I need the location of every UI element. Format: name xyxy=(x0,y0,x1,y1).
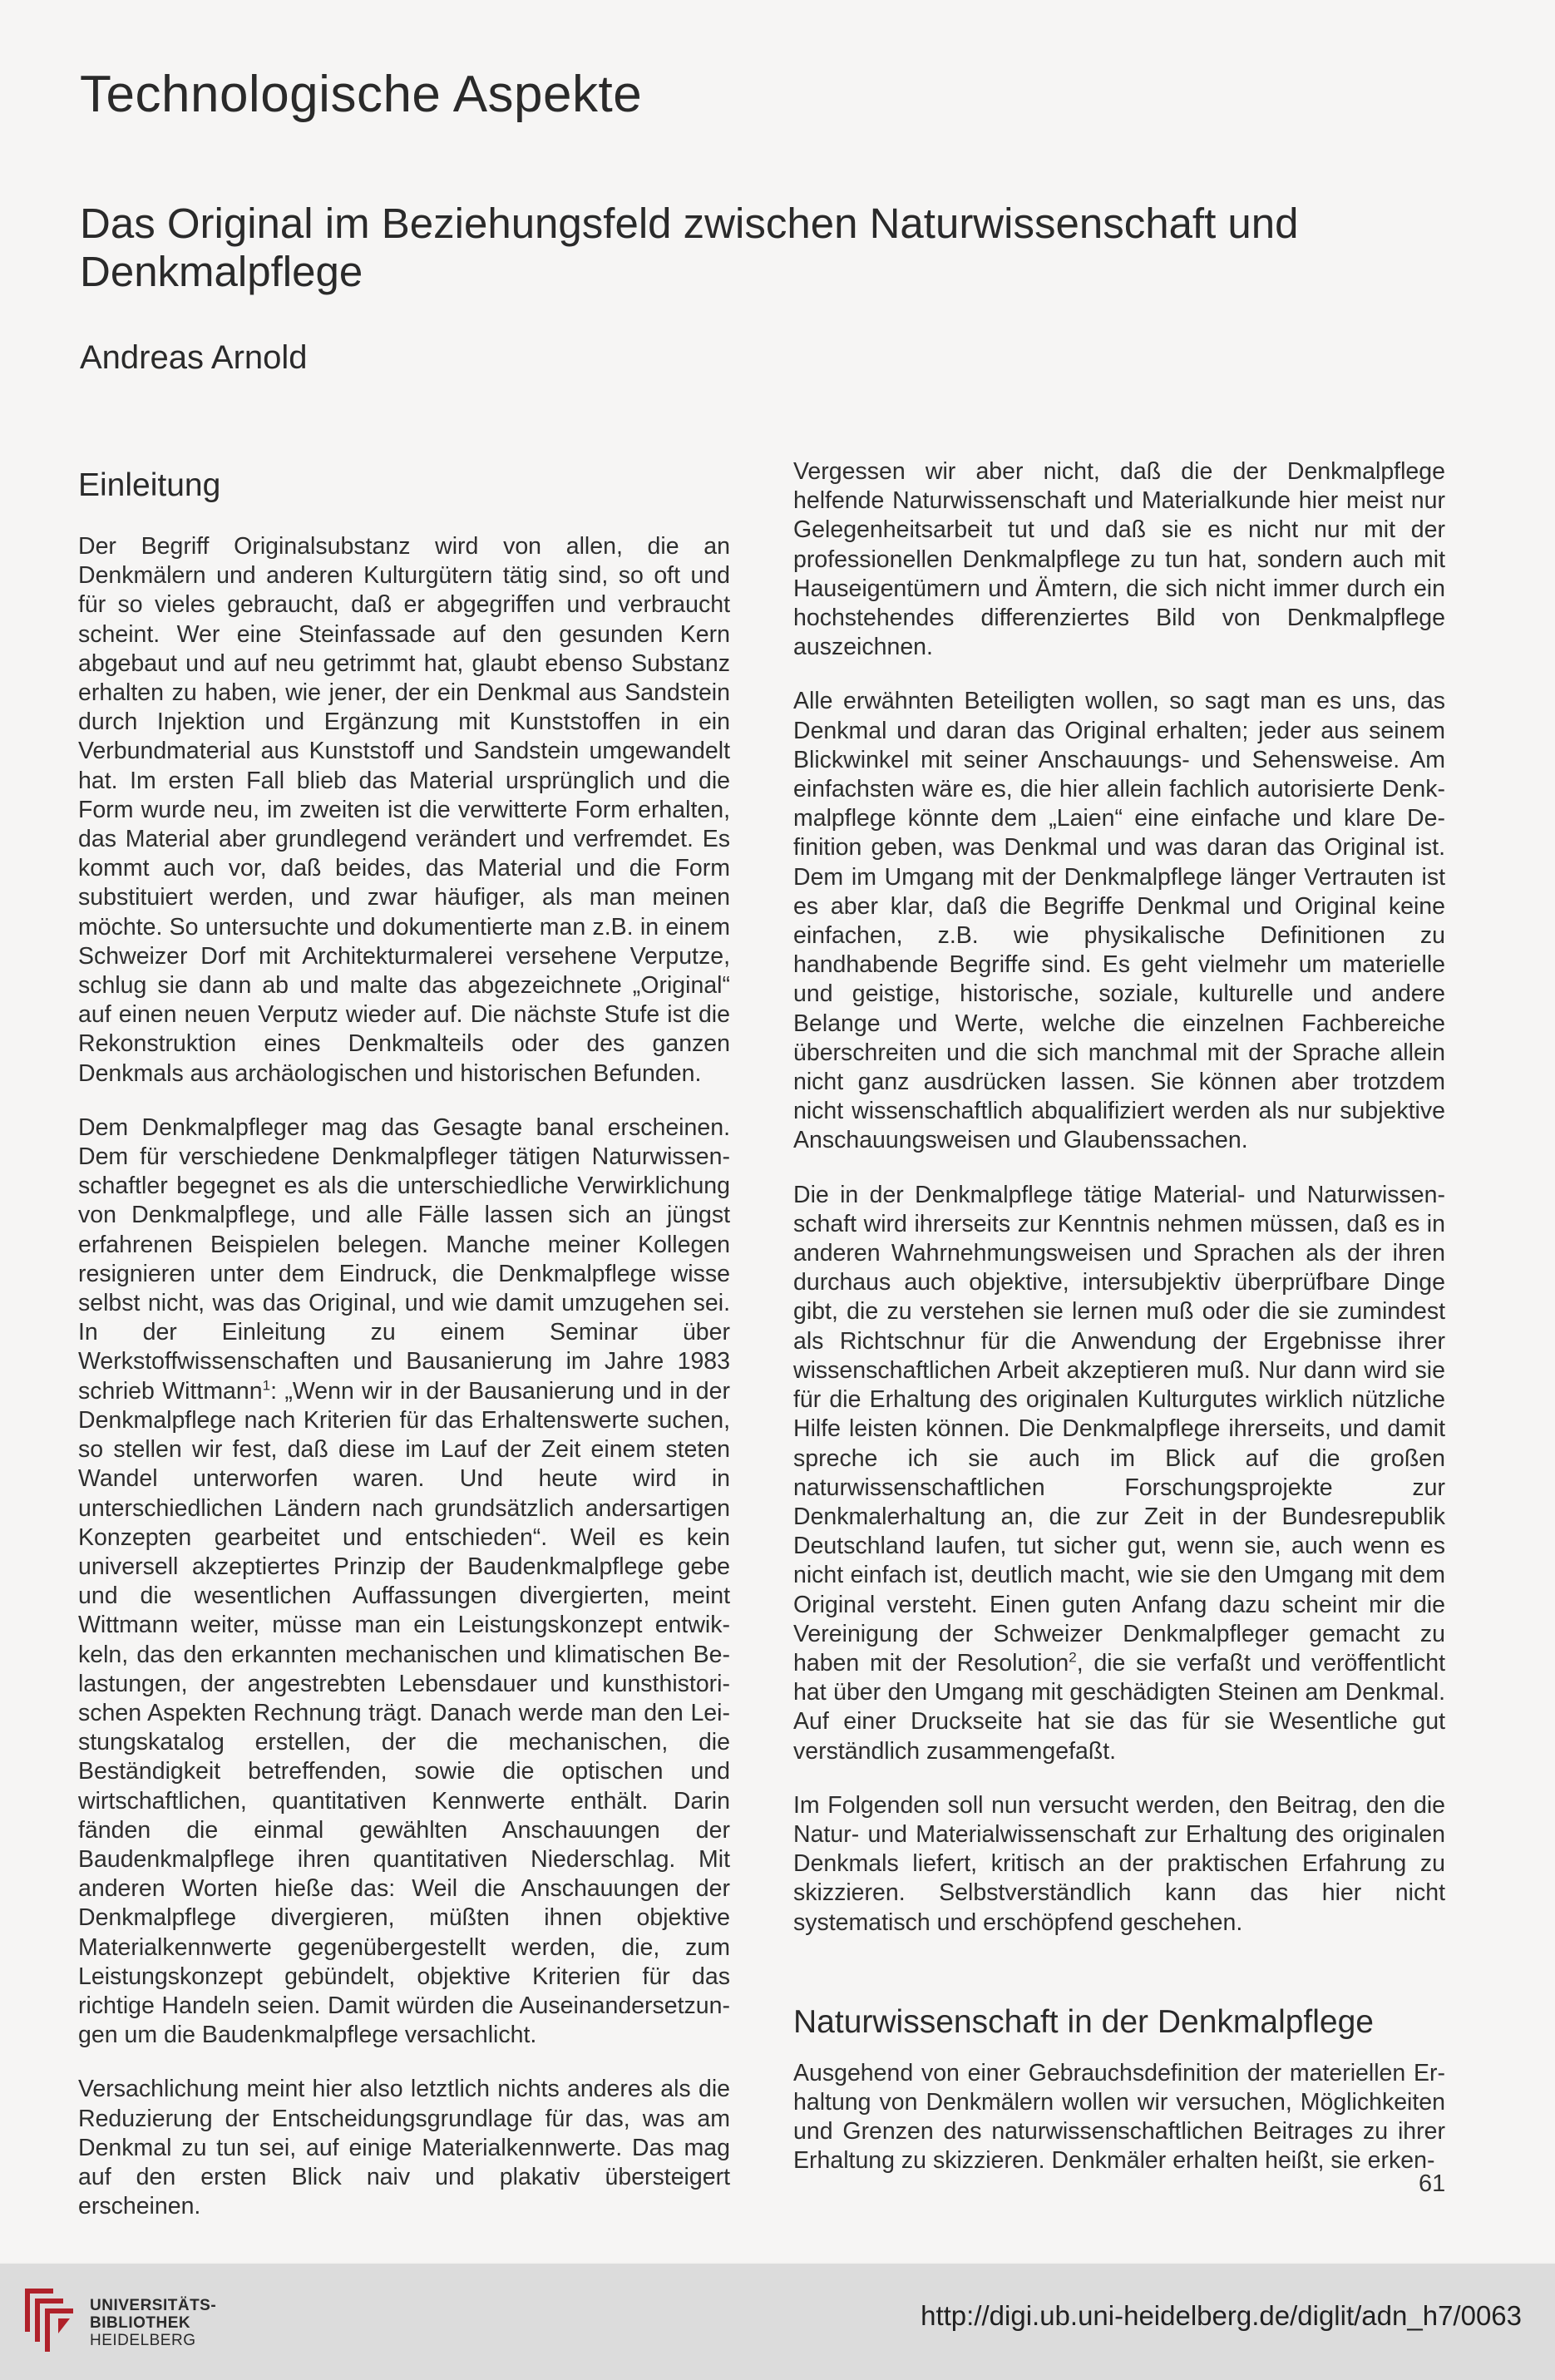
logo-line: BIBLIOTHEK xyxy=(90,2314,191,2332)
paragraph: Vergessen wir aber nicht, daß die der Denkmalpflege helfende Naturwissenschaft und Materialkunde hier meist nur Gelegenheitsarbeit tut und daß sie es nicht nur mit der professionellen Denkmalpflege zu tun hat, sondern auch mit Hauseigentümern und Ämtern, die sich nicht immer durch ein hochstehendes differenziertes Bild von Denkmalpflege auszeichnen. xyxy=(793,458,1445,661)
article-title: Das Original im Beziehungsfeld zwischen Naturwissenschaft und Denkmalpflege xyxy=(80,200,1299,295)
logo-line: UNIVERSITÄTS- xyxy=(90,2297,217,2314)
paragraph xyxy=(793,1181,1445,1766)
paragraph-text: Die in der Denkmalpflege tätige Material- und Naturwissenschaft wird ihrerseits zur Kenntnis nehmen müssen, daß es in anderen Wahrnehmungsweisen und Sprachen als der ihren durchaus auch objektive, intersubjektiv überprüfbare Dinge gibt, die zu verstehen sie lernen muß oder die sie zumindest als Richtschnur für die Anwendung der Ergebnisse ihrer wissenschaftlichen Arbeit akzeptieren muß. Nur dann wird sie für die Erhaltung des originalen Kulturgutes wirklich nützliche Hilfe leisten können. Die Denkmalpflege ihrerseits, und damit spreche ich sie auch im Blick auf die großen naturwissenschaftlichen Forschungsprojekte zur Denkmalerhaltung an, die zur Zeit in der Bundesrepublik Deutschland laufen, tut sicher gut, wenn sie, auch wenn es nicht einfach ist, deutlich macht, wie sie den Umgang mit dem Original versteht. Einen guten Anfang dazu scheint mir die Vereinigung der Schweizer Denkmalpfleger gemacht zu haben mit der Resolution xyxy=(793,1181,1445,1676)
paragraph: Der Begriff Originalsubstanz wird von allen, die an Denkmälern und anderen Kulturgütern tätig sind, so oft und für so vieles gebraucht, daß er abgegriffen und verbraucht scheint. Wer eine Steinfassade auf den gesunden Kern abgebaut und auf neu getrimmt hat, glaubt ebenso Substanz erhalten zu haben, wie jener, der ein Denkmal aus Sandstein durch Injektion und Ergänzung mit Kunststoffen in ein Verbundmaterial aus Kunststoff und Sandstein umgewandelt hat. Im ersten Fall blieb das Material ursprünglich und die Form wurde neu, im zweiten ist die verwitterte Form erhalten, das Material aber grundlegend verändert und verfremdet. Es kommt auch vor, daß beides, das Material und die Form substituiert werden, und zwar häufiger, als man meinen möchte. So untersuchte und dokumentierte man z.B. in einem Schweizer Dorf mit Architekturmalerei versehene Verputze, schlug sie dann ab und malte das abgezeichnete „Original“ auf einen neuen Verputz wieder auf. Die nächste Stufe ist die Rekonstruktion eines Denkmalteils oder des ganzen Denkmals aus archäologischen und historischen Befunden. xyxy=(78,533,730,1087)
page-number: 61 xyxy=(1419,2170,1446,2197)
section-title: Technologische Aspekte xyxy=(80,66,643,123)
footnote-marker: 1 xyxy=(262,1377,271,1394)
heading-naturwissenschaft: Naturwissenschaft in der Denkmalpflege xyxy=(793,2003,1375,2040)
right-column xyxy=(793,457,1445,2201)
footnote-marker: 2 xyxy=(1069,1649,1077,1666)
left-column xyxy=(78,457,730,2246)
paragraph: Ausgehend von einer Gebrauchsdefinition der materiellen Erhaltung von Denkmälern wollen wir versuchen, Möglichkeiten und Grenzen des naturwissenschaftlichen Beitrages zu ihrer Erhaltung zu skizzieren. Denkmäler erhalten heißt, sie erken- xyxy=(793,2059,1445,2175)
author-name: Andreas Arnold xyxy=(80,339,308,376)
paragraph-text: , die sie verfaßt und veröffentlicht hat über den Umgang mit geschädigten Steinen am Denkmal. Auf einer Druckseite hat sie das für sie Wesentliche gut verständlich zusammengefaßt. xyxy=(793,1649,1446,1765)
library-logo-icon xyxy=(20,2282,78,2358)
logo-line: HEIDELBERG xyxy=(90,2332,196,2349)
paragraph-text: Dem Denkmalpfleger mag das Gesagte banal erscheinen. Dem für verschiedene Denkmalpfleger tätigen Naturwissenschaftler begegnet es als die unterschiedliche Verwirklichung von Denkmalpflege, und alle Fälle lassen sich an jüngst erfahrenen Beispielen belegen. Manche meiner Kollegen resignieren unter dem Eindruck, die Denkmalpflege wisse selbst nicht, was das Original, und wie damit umzugehen sei. In der Einleitung zu einem Seminar über Werkstoffwissenschaften und Bausanierung im Jahre 1983 schrieb Wittmann xyxy=(78,1113,730,1405)
paragraph: Versachlichung meint hier also letztlich nichts anderes als die Reduzierung der Entscheidungsgrundlage für das, was am Denkmal zu tun sei, auf einige Materialkennwerte. Das mag auf den ersten Blick naiv und plakativ übersteigert erscheinen. xyxy=(78,2076,730,2220)
heading-einleitung: Einleitung xyxy=(78,467,221,503)
digitization-footer xyxy=(0,2264,1555,2380)
library-logo-text xyxy=(90,2297,216,2349)
digitization-url-link[interactable]: http://digi.ub.uni-heidelberg.de/diglit/adn_h7/0063 xyxy=(921,2300,1522,2331)
paragraph: Im Folgenden soll nun versucht werden, den Beitrag, den die Natur- und Materialwissenschaft zur Erhaltung des originalen Denkmals liefert, kritisch an der praktischen Erfahrung zu skizzieren. Selbstverständlich kann das hier nicht systematisch und erschöpfend geschehen. xyxy=(793,1791,1445,1936)
paragraph xyxy=(78,1113,730,2051)
paragraph: Alle erwähnten Beteiligten wollen, so sagt man es uns, das Denkmal und daran das Original erhalten; jeder aus seinem Blickwinkel mit seiner Anschauungs- und Sehensweise. Am einfachsten wäre es, die hier allein fachlich autorisierte Denkmalpflege könnte dem „Laien“ eine einfache und klare Definition geben, was Denkmal und was daran das Original ist. Dem im Umgang mit der Denkmalpflege länger Vertrauten ist es aber klar, daß die Begriffe Denkmal und Original keine einfachen, z.B. wie physikalische Definitionen zu handhabende Begriffe sind. Es geht vielmehr um materielle und geistige, historische, soziale, kulturelle und andere Belange und Werte, welche die einzelnen Fachbereiche überschreiten und die sich manchmal mit der Sprache allein nicht ganz ausdrücken lassen. Sie können aber trotzdem nicht wissenschaftlich abqualifiziert werden als nur subjektive Anschauungsweisen und Glaubenssachen. xyxy=(793,688,1445,1154)
paragraph-text: : „Wenn wir in der Bausanierung und in der Denkmalpflege nach Kriterien für das Erhaltenswerte suchen, so stellen wir fest, daß diese im Lauf der Zeit einem steten Wandel unterworfen waren. Und heute wird in unterschiedlichen Ländern nach grundsätzlich andersartigen Konzepten gearbeitet und entschieden“. Weil es kein universell akzeptiertes Prinzip der Baudenkmalpflege gebe und die wesentlichen Auffassungen divergierten, meint Wittmann weiter, müsse man ein Leistungskonzept entwikkeln, das den erkannten mechanischen und klimatischen Belastungen, der angestrebten Lebensdauer und kunsthistorischen Aspekten Rechnung trägt. Danach werde man den Leistungskatalog erstellen, der die mechanischen, die Beständigkeit betreffenden, sowie die optischen und wirtschaftlichen, quantitativen Kennwerte enthält. Darin fänden die einmal gewählten Anschauungen der Baudenkmalpflege ihren quantitativen Niederschlag. Mit anderen Worten hieße das: Weil die Anschauungen der Denkmalpflege divergieren, müßten ihnen objektive Materialkennwerte gegenübergestellt werden, die, zum Leistungskonzept gebündelt, objektive Kriterien für das richtige Handeln seien. Damit würden die Auseinandersetzungen um die Baudenkmalpflege versachlicht. xyxy=(78,1377,730,2049)
